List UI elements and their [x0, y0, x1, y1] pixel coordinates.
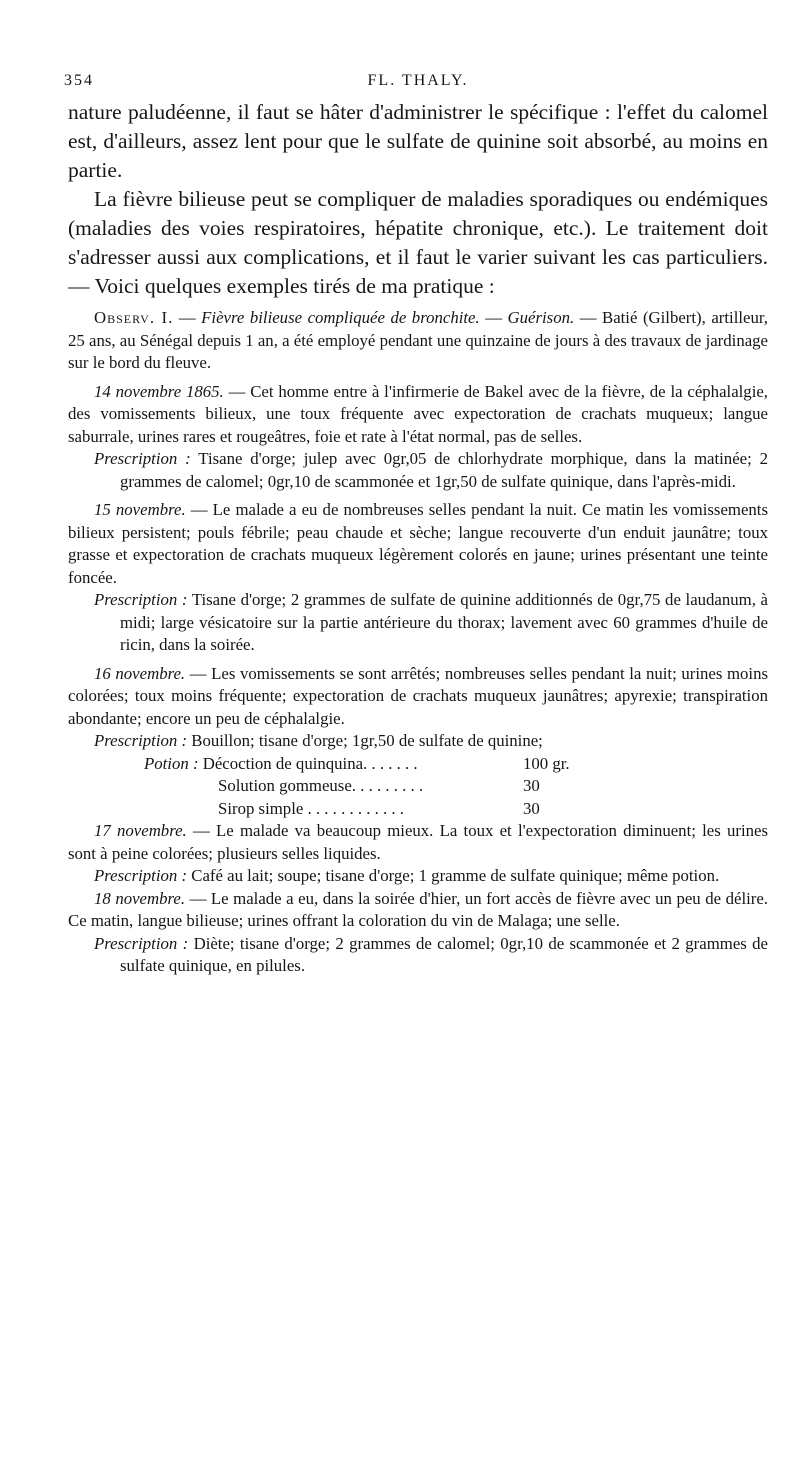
prescription-text: Tisane d'orge; 2 grammes de sulfate de quinine additionnés de 0gr,75 de laudanum, à midi; large vésicatoire sur la partie antérieure du thorax; lavement avec 60 grammes d'huile de ricin, dans la soirée. [120, 590, 768, 654]
potion-quantity: 30 [523, 776, 540, 795]
day-entry [68, 820, 768, 865]
potion-row [68, 798, 768, 821]
running-title: FL. THALY. [367, 72, 469, 89]
potion-ingredient: Sirop simple . . . . . . . . . . . . [218, 798, 404, 818]
day-date: 14 novembre 1865. [94, 381, 224, 401]
day-date: 18 novembre. [94, 888, 186, 908]
page-number: 354 [64, 72, 94, 89]
prescription-label: Prescription : [94, 731, 188, 750]
page [64, 72, 769, 978]
day-text: — Le malade va beaucoup mieux. La toux et l'expectoration diminuent; les urines sont à peine colorées; plusieurs selles liquides. [68, 821, 769, 863]
day-entry [68, 381, 768, 449]
prescription [68, 933, 768, 978]
prescription [68, 448, 768, 493]
intro-paragraph-2: La fièvre bilieuse peut se compliquer de maladies sporadiques ou endémiques (maladies des voies respiratoires, hépatite chronique, etc.). Le traitement doit s'adresser aussi aux complications, et il faut le varier suivant les cas particuliers. — Voici quelques exemples tirés de ma pratique : [68, 187, 768, 298]
observation-label: Observ. I. [94, 308, 174, 327]
potion-row [68, 753, 768, 776]
prescription [68, 589, 768, 657]
prescription [68, 865, 768, 888]
prescription [68, 730, 768, 753]
potion-ingredient: Décoction de quinquina. . . . . . . [202, 753, 418, 773]
prescription-label: Prescription : [94, 866, 188, 885]
prescription-text: Café au lait; soupe; tisane d'orge; 1 gramme de sulfate quinique; même potion. [187, 866, 720, 885]
day-entry [68, 499, 768, 589]
prescription-label: Prescription : [94, 590, 188, 609]
prescription-label: Prescription : [94, 449, 191, 468]
day-date: 17 novembre. [94, 821, 187, 840]
running-header [64, 72, 768, 98]
potion-recipe [68, 753, 768, 821]
observation-heading: Observ. I. — Fièvre bilieuse compliquée de bronchite. — Guérison. — Batié (Gilbert), artilleur, 25 ans, au Sénégal depuis 1 an, a été employé pendant une quinzaine de jours à des travaux de jardinage sur le bord du fleuve. [68, 308, 768, 372]
day-text: — Le malade a eu, dans la soirée d'hier, un fort accès de fièvre avec un peu de délire. Ce matin, langue bilieuse; urines offrant la coloration du vin de Malaga; une selle. [68, 888, 768, 930]
prescription-text: Bouillon; tisane d'orge; 1gr,50 de sulfate de quinine; [187, 731, 543, 750]
potion-ingredient: Solution gommeuse. . . . . . . . . [218, 776, 424, 795]
day-entry [68, 663, 768, 731]
day-date: 15 novembre. [94, 500, 186, 519]
observation-outcome: Guérison. [507, 308, 575, 327]
potion-row [68, 775, 768, 798]
prescription-label: Prescription : [94, 933, 189, 953]
prescription-text: Diète; tisane d'orge; 2 grammes de calomel; 0gr,10 de scammonée et 2 grammes de sulfate quinique, en pilules. [120, 933, 768, 975]
potion-quantity: 30 [523, 798, 540, 818]
day-text: — Cet homme entre à l'infirmerie de Bakel avec de la fièvre, de la céphalalgie, des vomissements bilieux, une toux fréquente avec expectoration de crachats muqueux; langue saburrale, urines rares et rougeâtres, foie et rate à l'état normal, pas de selles. [68, 381, 768, 446]
observation-text: — Batié (Gilbert), artilleur, 25 ans, au Sénégal depuis 1 an, a été employé pendant une quinzaine de jours à des travaux de jardinage sur le bord du fleuve. [68, 308, 768, 372]
prescription-text: Tisane d'orge; julep avec 0gr,05 de chlorhydrate morphique, dans la matinée; 2 grammes de calomel; 0gr,10 de scammonée et 1gr,50 de sulfate quinique, dans l'après-midi. [120, 449, 769, 491]
day-date: 16 novembre. [94, 663, 186, 683]
observation-title: Fièvre bilieuse compliquée de bronchite. [201, 308, 480, 327]
potion-quantity: 100 gr. [523, 753, 570, 773]
day-text: — Les vomissements se sont arrêtés; nombreuses selles pendant la nuit; urines moins colorées; toux moins fréquente; expectoration de crachats muqueux jaunâtres; apyrexie; transpiration abondante; encore un peu de céphalalgie. [68, 663, 768, 728]
day-entry [68, 888, 768, 933]
potion-label: Potion : [144, 753, 199, 773]
intro-paragraph-1: nature paludéenne, il faut se hâter d'administrer le spécifique : l'effet du calomel est, d'ailleurs, assez lent pour que le sulfate de quinine soit absorbé, au moins en partie. [68, 100, 768, 182]
day-text: — Le malade a eu de nombreuses selles pendant la nuit. Ce matin les vomissements bilieux persistent; pouls fébrile; peau chaude et sèche; langue recouverte d'un enduit jaunâtre; toux grasse et expectoration de crachats muqueux légèrement colorés en jaune; urines présentant une teinte foncée. [68, 500, 768, 587]
